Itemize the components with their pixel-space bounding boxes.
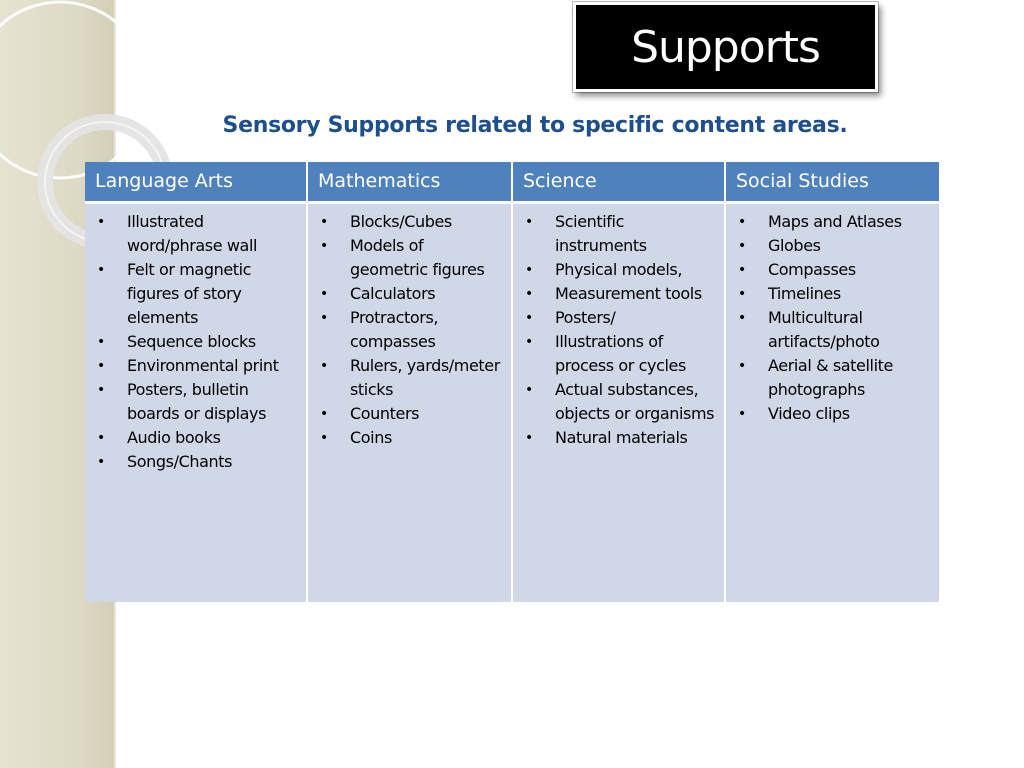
list-social-studies	[732, 210, 933, 426]
list-item: • Video clips	[738, 403, 850, 423]
list-item: • Models of geometric figures	[320, 235, 485, 279]
list-item: • Aerial & satellite photographs	[738, 355, 893, 399]
table-row	[85, 202, 939, 602]
list-item: • Compasses	[738, 259, 856, 279]
list-item: • Multicultural artifacts/photo	[738, 307, 880, 351]
list-item: • Globes	[738, 235, 821, 255]
list-item: • Audio books	[97, 427, 221, 447]
list-item: • Songs/Chants	[97, 451, 233, 471]
list-science	[519, 210, 718, 450]
list-item: • Illustrated word/phrase wall	[97, 211, 258, 255]
column-header-social-studies: Social Studies	[725, 162, 939, 202]
list-item: • Protractors, compasses	[320, 307, 439, 351]
cell-social-studies	[725, 202, 939, 602]
cell-mathematics	[307, 202, 512, 602]
column-header-science: Science	[512, 162, 725, 202]
list-item: • Scientific instruments	[525, 211, 647, 255]
list-item: • Natural materials	[525, 427, 688, 447]
supports-table-container	[85, 162, 939, 602]
column-header-language-arts: Language Arts	[85, 162, 307, 202]
list-item: • Maps and Atlases	[738, 211, 902, 231]
list-mathematics	[314, 210, 505, 450]
title-box	[573, 2, 878, 92]
list-item: • Felt or magnetic figures of story elements	[97, 259, 252, 327]
list-item: • Blocks/Cubes	[320, 211, 452, 231]
list-item: • Counters	[320, 403, 420, 423]
column-header-mathematics: Mathematics	[307, 162, 512, 202]
page-title: Supports	[631, 21, 820, 73]
list-item: • Environmental print	[97, 355, 279, 375]
supports-table	[85, 162, 939, 602]
list-language-arts	[91, 210, 300, 474]
list-item: • Illustrations of process or cycles	[525, 331, 686, 375]
list-item: • Posters, bulletin boards or displays	[97, 379, 267, 423]
list-item: • Rulers, yards/meter sticks	[320, 355, 500, 399]
cell-science	[512, 202, 725, 602]
list-item: • Physical models,	[525, 259, 683, 279]
list-item: • Actual substances, objects or organisms	[525, 379, 715, 423]
cell-language-arts	[85, 202, 307, 602]
list-item: • Posters/	[525, 307, 616, 327]
list-item: • Measurement tools	[525, 283, 702, 303]
list-item: • Sequence blocks	[97, 331, 256, 351]
list-item: • Timelines	[738, 283, 841, 303]
list-item: • Coins	[320, 427, 392, 447]
list-item: • Calculators	[320, 283, 436, 303]
slide-subtitle: Sensory Supports related to specific content areas.	[222, 113, 848, 138]
table-header-row	[85, 162, 939, 202]
